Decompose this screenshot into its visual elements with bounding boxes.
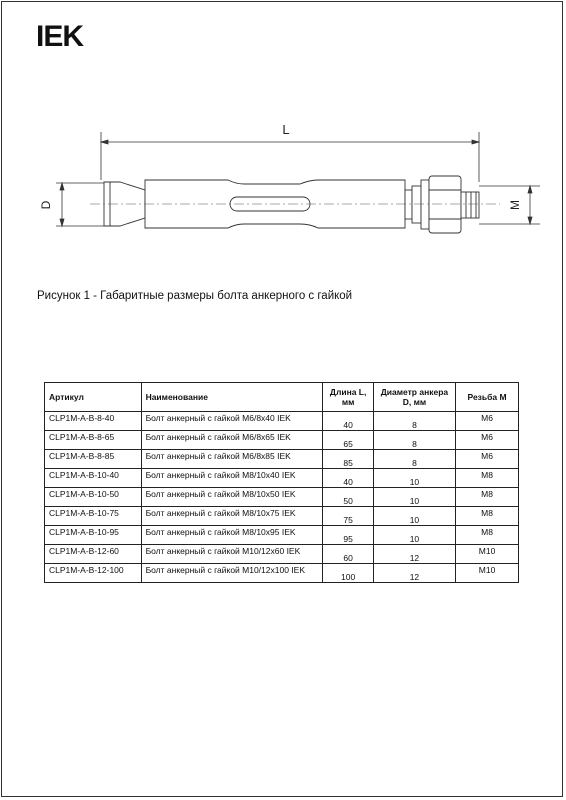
cell-thread: M10 [456, 564, 519, 583]
header-article: Артикул [45, 383, 142, 412]
cell-length: 75 [323, 507, 373, 526]
cell-diameter: 10 [373, 488, 455, 507]
cell-name: Болт анкерный с гайкой M6/8x85 IEK [141, 450, 323, 469]
cell-diameter: 12 [373, 564, 455, 583]
cell-article: CLP1M-A-B-12-100 [45, 564, 142, 583]
cell-thread: M8 [456, 488, 519, 507]
table-row [45, 412, 519, 431]
anchor-bolt-drawing [0, 110, 566, 250]
dimension-M-label: M [508, 200, 522, 210]
cell-length: 85 [323, 450, 373, 469]
cell-length: 50 [323, 488, 373, 507]
table-row [45, 469, 519, 488]
cell-thread: M6 [456, 431, 519, 450]
cell-name: Болт анкерный с гайкой M8/10x50 IEK [141, 488, 323, 507]
cell-article: CLP1M-A-B-10-50 [45, 488, 142, 507]
cell-name: Болт анкерный с гайкой M8/10x40 IEK [141, 469, 323, 488]
table-row [45, 564, 519, 583]
cell-length: 40 [323, 469, 373, 488]
cell-article: CLP1M-A-B-8-40 [45, 412, 142, 431]
table-row [45, 488, 519, 507]
header-diameter: Диаметр анкера D, мм [373, 383, 455, 412]
cell-name: Болт анкерный с гайкой M6/8x40 IEK [141, 412, 323, 431]
figure-caption: Рисунок 1 - Габаритные размеры болта анкерного с гайкой [37, 290, 353, 302]
dimension-L-label: L [282, 122, 290, 137]
cell-diameter: 10 [373, 507, 455, 526]
cell-article: CLP1M-A-B-10-95 [45, 526, 142, 545]
cell-article: CLP1M-A-B-10-75 [45, 507, 142, 526]
cell-length: 65 [323, 431, 373, 450]
cell-article: CLP1M-A-B-8-65 [45, 431, 142, 450]
cell-name: Болт анкерный с гайкой M10/12x100 IEK [141, 564, 323, 583]
dimension-D-label: D [39, 200, 53, 210]
cell-name: Болт анкерный с гайкой M8/10x95 IEK [141, 526, 323, 545]
cell-diameter: 8 [373, 431, 455, 450]
iek-logo: IEK [36, 20, 84, 53]
cell-length: 100 [323, 564, 373, 583]
cell-article: CLP1M-A-B-10-40 [45, 469, 142, 488]
cell-diameter: 10 [373, 526, 455, 545]
header-name: Наименование [141, 383, 323, 412]
cell-length: 95 [323, 526, 373, 545]
table-row [45, 450, 519, 469]
table-row [45, 431, 519, 450]
table-header-row [45, 383, 519, 412]
cell-name: Болт анкерный с гайкой M8/10x75 IEK [141, 507, 323, 526]
dimension-D [56, 183, 104, 226]
cell-thread: M10 [456, 545, 519, 564]
cell-thread: M8 [456, 507, 519, 526]
cell-article: CLP1M-A-B-8-85 [45, 450, 142, 469]
cell-thread: M8 [456, 469, 519, 488]
dimension-L [101, 132, 479, 182]
cell-thread: M8 [456, 526, 519, 545]
cell-thread: M6 [456, 412, 519, 431]
threaded-stud [461, 192, 479, 218]
cell-diameter: 10 [373, 469, 455, 488]
table-row [45, 545, 519, 564]
cell-name: Болт анкерный с гайкой M6/8x65 IEK [141, 431, 323, 450]
cell-thread: M6 [456, 450, 519, 469]
header-length: Длина L, мм [323, 383, 373, 412]
table-row [45, 507, 519, 526]
header-thread: Резьба M [456, 383, 519, 412]
cell-length: 60 [323, 545, 373, 564]
cell-name: Болт анкерный с гайкой M10/12x60 IEK [141, 545, 323, 564]
washer-nut [405, 176, 461, 233]
cell-length: 40 [323, 412, 373, 431]
product-spec-table [44, 382, 519, 583]
cell-diameter: 8 [373, 450, 455, 469]
cell-diameter: 12 [373, 545, 455, 564]
cell-diameter: 8 [373, 412, 455, 431]
cell-article: CLP1M-A-B-12-60 [45, 545, 142, 564]
table-row [45, 526, 519, 545]
